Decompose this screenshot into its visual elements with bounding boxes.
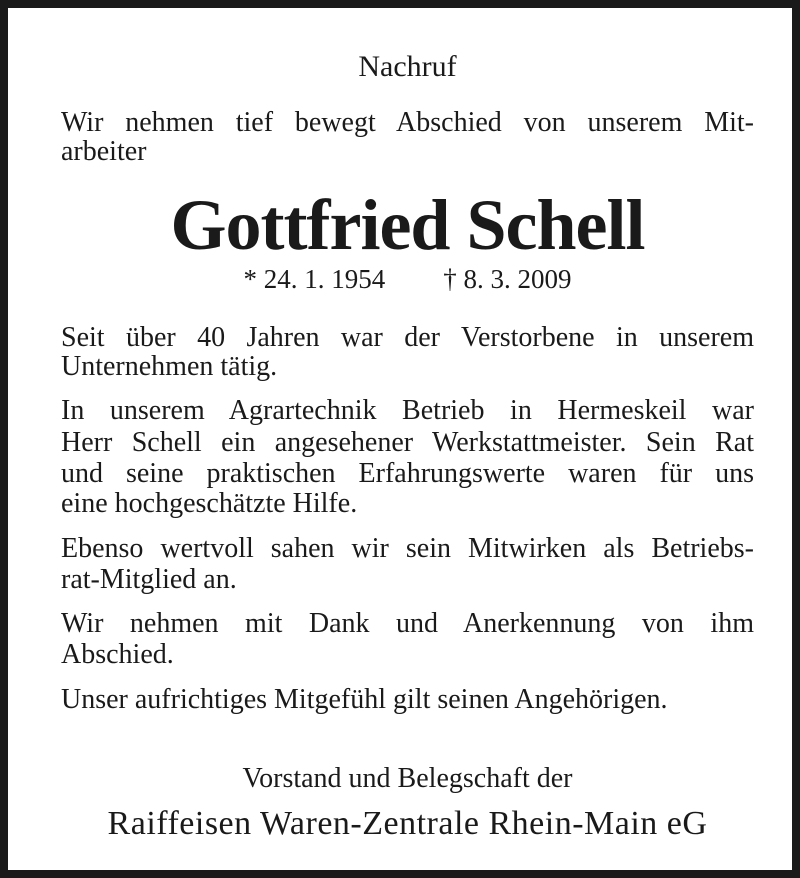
paragraph-2-line-4: eine hochgeschätzte Hilfe. (61, 488, 358, 519)
paragraph-1-line-1: Seit über 40 Jahren war der Verstorbene in unserem (61, 322, 754, 353)
birth-date: * 24. 1. 1954 (243, 264, 386, 294)
life-dates (61, 263, 754, 296)
signoff: Vorstand und Belegschaft der (242, 763, 573, 794)
paragraph-2-line-3: und seine praktischen Erfahrungswerte waren für uns (61, 458, 754, 489)
paragraph-4-line-2: Abschied. (61, 639, 174, 670)
paragraph-1-line-2: Unternehmen tätig. (61, 351, 278, 382)
notice-heading: Nachruf (358, 50, 457, 83)
organization-name: Raiffeisen Waren-Zentrale Rhein-Main eG (107, 805, 708, 842)
intro-line-2: arbeiter (61, 136, 147, 167)
intro-line-1: Wir nehmen tief bewegt Abschied von unserem Mit- (61, 107, 754, 138)
paragraph-3-line-2: rat-Mitglied an. (61, 564, 237, 595)
paragraph-2-line-2: Herr Schell ein angesehener Werkstattmeister. Sein Rat (61, 427, 754, 458)
paragraph-4-line-1: Wir nehmen mit Dank und Anerkennung von ihm (61, 608, 754, 639)
paragraph-3-line-1: Ebenso wertvoll sahen wir sein Mitwirken als Betriebs- (61, 533, 754, 564)
paragraph-5-line-1: Unser aufrichtiges Mitgefühl gilt seinen Angehörigen. (61, 684, 668, 715)
paragraph-2-line-1: In unserem Agrartechnik Betrieb in Hermeskeil war (61, 395, 754, 426)
deceased-name: Gottfried Schell (170, 185, 645, 265)
death-date: † 8. 3. 2009 (443, 264, 572, 294)
